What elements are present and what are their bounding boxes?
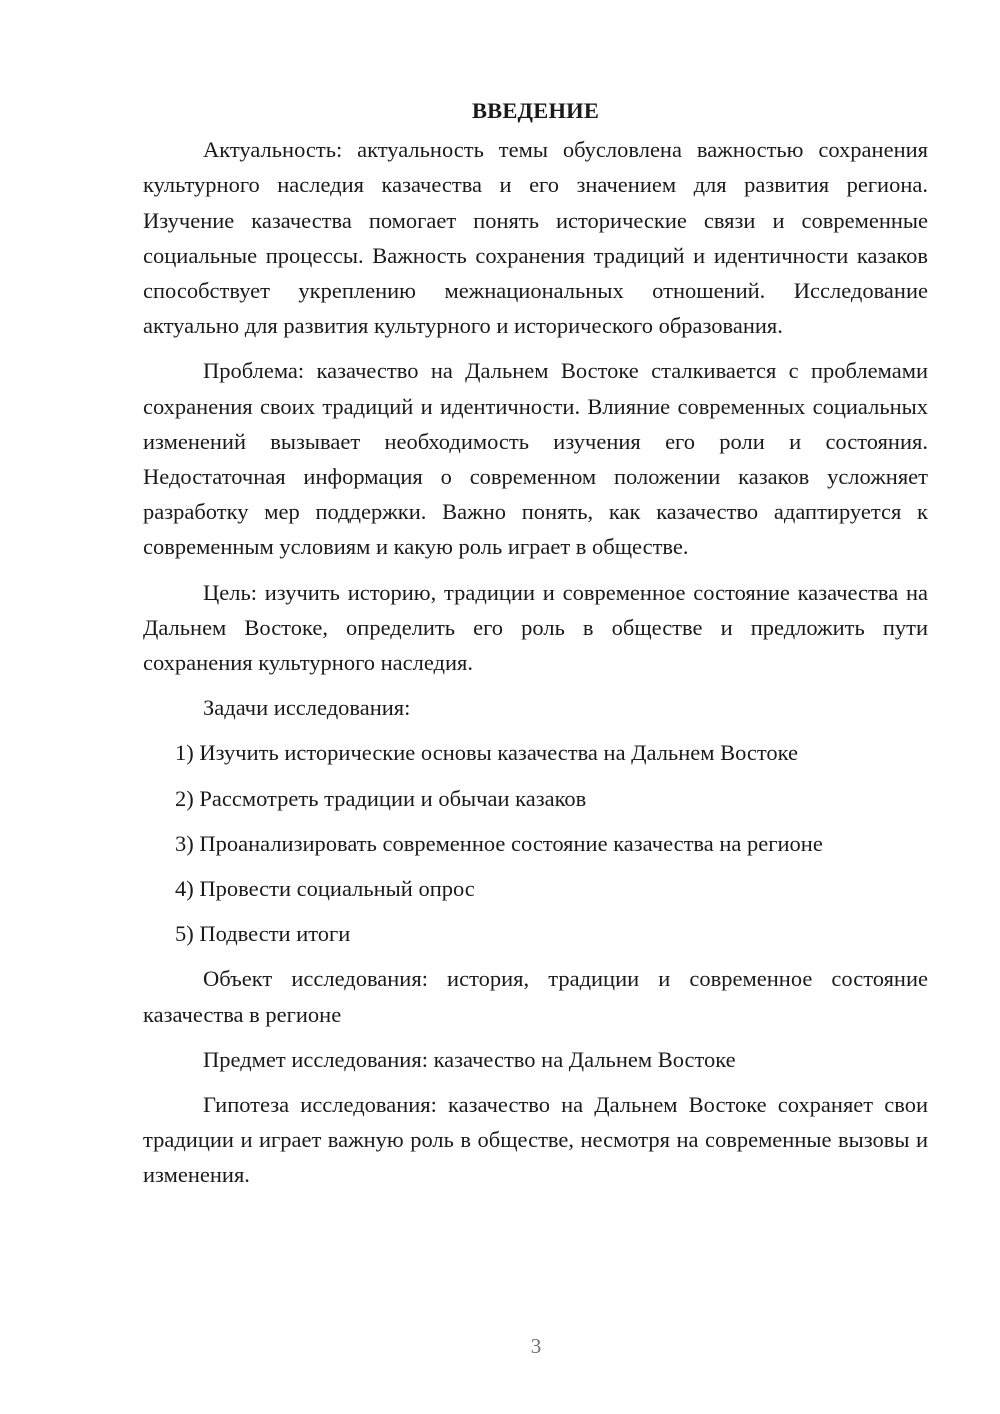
page-title: ВВЕДЕНИЕ: [471, 98, 600, 123]
problem-paragraph: Проблема: казачество на Дальнем Востоке сталкивается с проблемами сохранения своих традиций и идентичности. Влияние современных социальных изменений вызывает необходимость изучения его роли и состояния. Недостаточная информация о современном положении казаков усложняет разработку мер поддержки. Важно понять, как казачество адаптируется к современным условиям и какую роль играет в обществе.: [143, 358, 928, 560]
list-item: 4) Провести социальный опрос: [175, 876, 475, 902]
hypothesis-paragraph: Гипотеза исследования: казачество на Дальнем Востоке сохраняет свои традиции и играет важную роль в обществе, несмотря на современные вызовы и изменения.: [143, 1092, 928, 1188]
relevance-paragraph: Актуальность: актуальность темы обусловлена важностью сохранения культурного наследия казачества и его значением для развития региона. Изучение казачества помогает понять исторические связи и современные социальные процессы. Важность сохранения традиций и идентичности казаков способствует укреплению межнациональных отношений. Исследование актуально для развития культурного и исторического образования.: [143, 137, 928, 339]
subject-paragraph: Предмет исследования: казачество на Дальнем Востоке: [203, 1046, 736, 1072]
list-item: 1) Изучить исторические основы казачества на Дальнем Востоке: [175, 740, 799, 766]
list-item: 2) Рассмотреть традиции и обычаи казаков: [175, 785, 587, 811]
document-body: [143, 93, 928, 1193]
tasks-heading: Задачи исследования:: [203, 695, 411, 721]
goal-paragraph: Цель: изучить историю, традиции и современное состояние казачества на Дальнем Востоке, определить его роль в обществе и предложить пути сохранения культурного наследия.: [143, 579, 928, 676]
tasks-list: [143, 735, 928, 951]
list-item: 3) Проанализировать современное состояние казачества на регионе: [175, 830, 823, 856]
list-item: 5) Подвести итоги: [175, 921, 351, 947]
object-paragraph: Объект исследования: история, традиции и современное состояние казачества в регионе: [143, 966, 928, 1027]
page-number: 3: [530, 1334, 542, 1358]
